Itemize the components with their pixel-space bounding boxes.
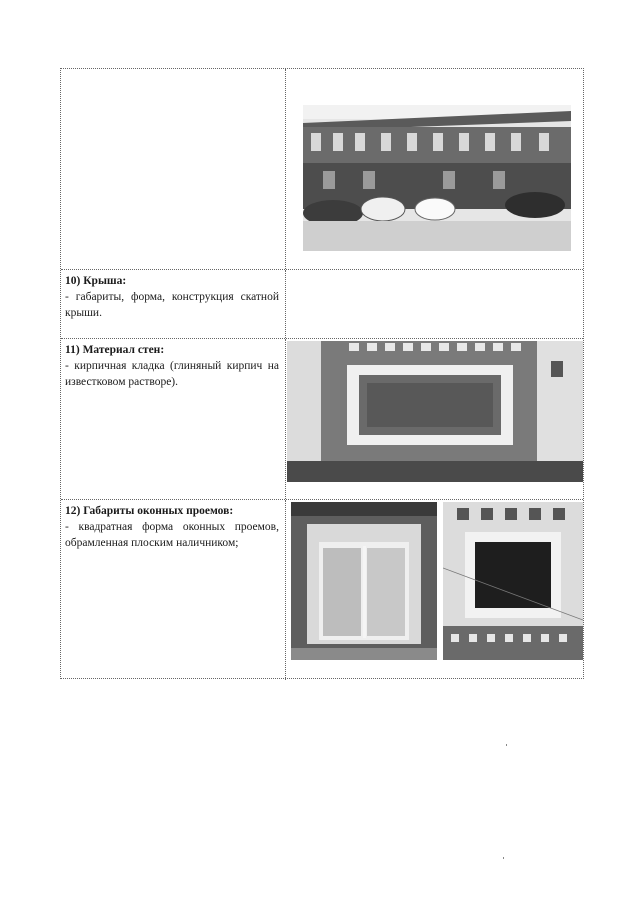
- column-divider: [285, 339, 286, 499]
- building-facade-photo: [303, 105, 571, 251]
- roof-description: [65, 273, 279, 321]
- table-row-wall-material: [61, 339, 583, 500]
- roof-heading: 10) Крыша:: [65, 275, 127, 287]
- window-openings-heading: 12) Габариты оконных проемов:: [65, 505, 234, 517]
- wall-material-text: - кирпичная кладка (глиняный кирпич на известковом растворе).: [65, 360, 279, 388]
- scan-speck: [506, 744, 507, 746]
- column-divider: [285, 270, 286, 338]
- column-divider: [285, 69, 286, 269]
- window-opening-photo: [443, 502, 583, 660]
- window-frame-photo: [291, 502, 437, 660]
- roof-text: - габариты, форма, конструкция скатной крыши.: [65, 291, 279, 319]
- window-openings-text: - квадратная форма оконных проемов, обрамленная плоским наличником;: [65, 521, 279, 549]
- wall-material-description: [65, 342, 279, 390]
- table-row-roof: [61, 270, 583, 339]
- brick-wall-panel-photo: [287, 341, 583, 482]
- wall-material-heading: 11) Материал стен:: [65, 344, 165, 356]
- table-row-window-openings: [61, 500, 583, 680]
- column-divider: [285, 500, 286, 680]
- scan-speck: [503, 857, 504, 859]
- table-row-facade: [61, 69, 583, 270]
- window-openings-description: [65, 503, 279, 551]
- document-table: [60, 68, 584, 679]
